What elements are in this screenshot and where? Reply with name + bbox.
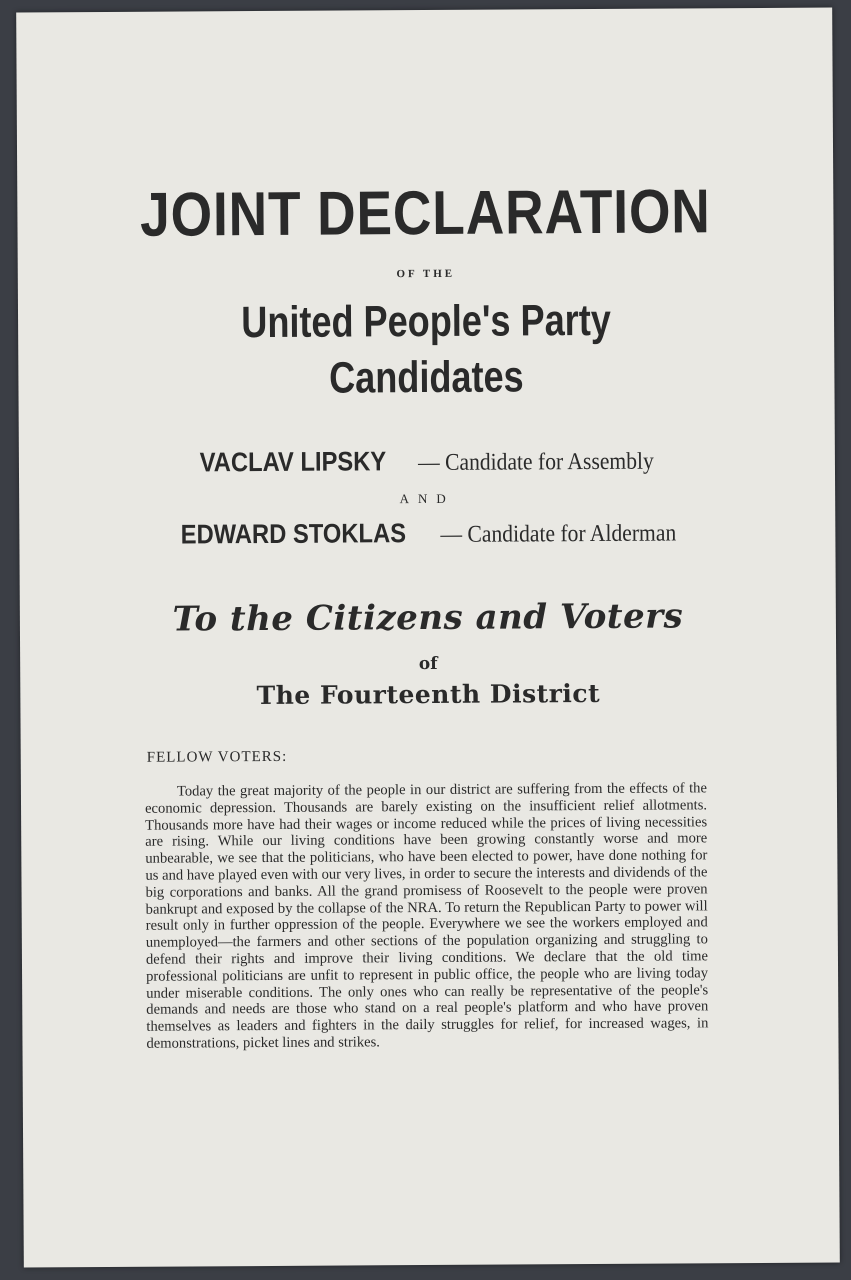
address-heading: To the Citizens and Voters: [172, 596, 684, 640]
candidate-role: — Candidate for Assembly: [417, 448, 654, 477]
candidate-line-1: [19, 444, 835, 480]
address-of: of: [418, 653, 438, 675]
declaration-title: JOINT DECLARATION: [139, 177, 711, 250]
of-the-label: OF THE: [396, 267, 456, 281]
party-candidates-label: Candidates: [329, 352, 524, 403]
candidate-name: EDWARD STOKLAS: [181, 518, 407, 550]
district-heading: The Fourteenth District: [256, 678, 601, 711]
candidate-name: VACLAV LIPSKY: [200, 446, 387, 478]
candidate-line-2: [19, 516, 835, 552]
body-paragraph: Today the great majority of the people in our district are suffering from the effects of the economic depression. Thousands are barely existing on the insufficient relief allotments. Thousands more have had their wages or income reduced while the prices of living necessities are rising. While our living conditions have been growing constantly worse and more unbearable, we see that the politicians, who have been elected to power, have done nothing for us and have played even with our very lives, in order to secure the interests and dividends of the big corporations and banks. All the grand promisess of Roosevelt to the people were proven bankrupt and exposed by the collapse of the NRA. To return the Republican Party to power will result only in further oppression of the people. Everywhere we see the workers employed and unemployed—the farmers and other sections of the population organizing and struggling to defend their rights and improve their living conditions. We declare that the old time professional politicians are unfit to represent in public office, the people who are living today under miserable conditions. The only ones who can really be representative of the people's demands and needs are those who stand on a real people's platform and who have proven themselves as leaders and fighters in the daily struggles for relief, for increased wages, in demonstrations, picket lines and strikes.: [144, 780, 709, 1052]
leaflet-page: [16, 8, 840, 1268]
party-name: United People's Party: [241, 295, 611, 348]
party-heading: [91, 292, 761, 408]
candidate-role: — Candidate for Alderman: [439, 520, 676, 548]
salutation: FELLOW VOTERS:: [146, 748, 288, 766]
and-label: AND: [399, 490, 455, 507]
